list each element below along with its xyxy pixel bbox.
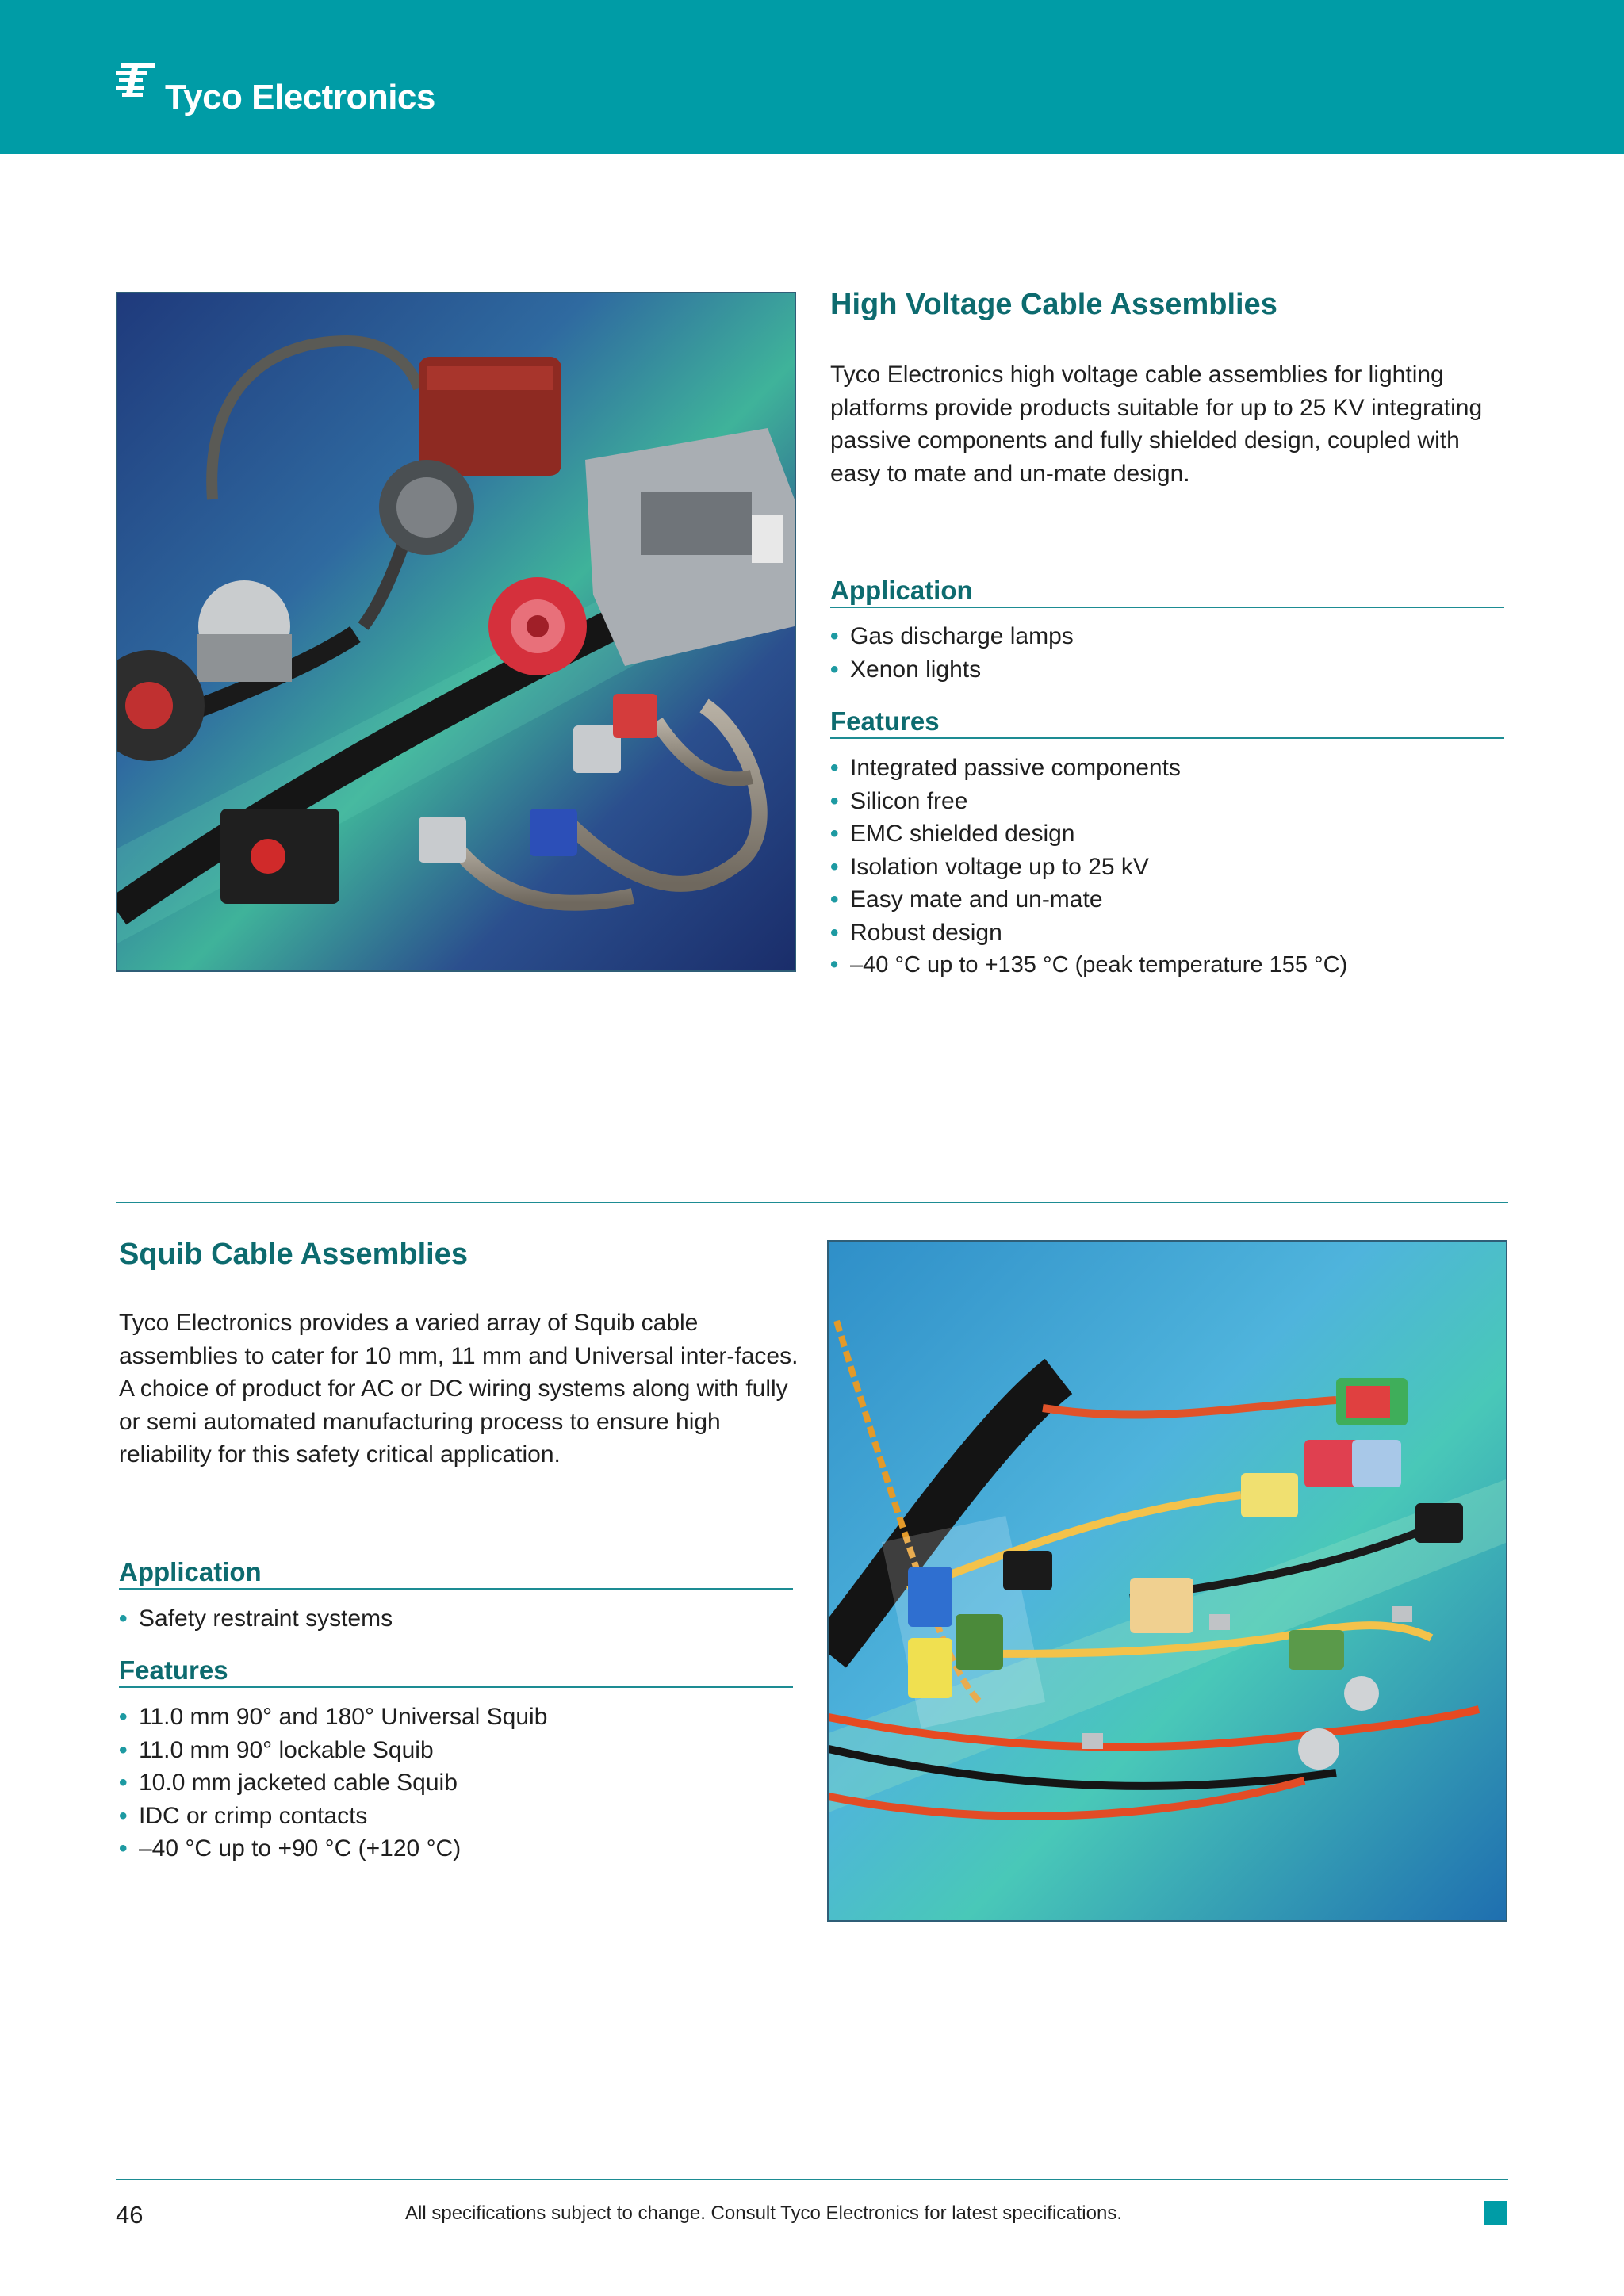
bullet-icon: • bbox=[830, 886, 839, 913]
list-item: • Safety restraint systems bbox=[119, 1602, 393, 1636]
list-item: • 11.0 mm 90° lockable Squib bbox=[119, 1734, 547, 1767]
tyco-logo-icon bbox=[116, 60, 157, 101]
bullet-icon: • bbox=[830, 623, 839, 649]
hv-title: High Voltage Cable Assemblies bbox=[830, 288, 1277, 321]
list-item: • Silicon free bbox=[830, 785, 1347, 818]
squib-features-title: Features bbox=[119, 1655, 793, 1688]
bullet-icon: • bbox=[119, 1802, 128, 1829]
hv-features-list bbox=[830, 752, 1347, 982]
list-item: • 10.0 mm jacketed cable Squib bbox=[119, 1766, 547, 1800]
list-item: • Xenon lights bbox=[830, 653, 1074, 687]
list-item: • Gas discharge lamps bbox=[830, 620, 1074, 653]
bullet-icon: • bbox=[830, 755, 839, 781]
bullet-icon: • bbox=[830, 853, 839, 880]
hv-features-title: Features bbox=[830, 706, 1504, 739]
list-item: • –40 °C up to +90 °C (+120 °C) bbox=[119, 1832, 547, 1866]
footer-disclaimer: All specifications subject to change. Consult Tyco Electronics for latest specifications. bbox=[405, 2202, 1122, 2224]
list-item: • EMC shielded design bbox=[830, 817, 1347, 851]
squib-application-title: Application bbox=[119, 1557, 793, 1590]
bullet-icon: • bbox=[830, 656, 839, 683]
hv-description: Tyco Electronics high voltage cable assemblies for lighting platforms provide products suitable for up to 25 KV integrating passive components and fully shielded design, coupled with easy to mate and un-mate design. bbox=[830, 362, 1483, 487]
bullet-icon: • bbox=[119, 1770, 128, 1796]
list-item: • 11.0 mm 90° and 180° Universal Squib bbox=[119, 1701, 547, 1734]
list-item: • Integrated passive components bbox=[830, 752, 1347, 785]
squib-cable-photo bbox=[827, 1240, 1507, 1922]
header-bar bbox=[0, 0, 1624, 154]
bullet-icon: • bbox=[830, 919, 839, 946]
bullet-icon: • bbox=[830, 787, 839, 814]
footer-accent-square bbox=[1484, 2201, 1507, 2225]
high-voltage-cable-photo bbox=[116, 292, 796, 972]
section-divider bbox=[116, 1202, 1508, 1203]
list-item: • Robust design bbox=[830, 916, 1347, 950]
squib-title: Squib Cable Assemblies bbox=[119, 1238, 468, 1271]
bullet-icon: • bbox=[119, 1835, 128, 1862]
brand-name: Tyco Electronics bbox=[165, 78, 435, 117]
hv-application-list bbox=[830, 620, 1074, 686]
list-item: • IDC or crimp contacts bbox=[119, 1800, 547, 1833]
bullet-icon: • bbox=[119, 1605, 128, 1632]
bullet-icon: • bbox=[119, 1736, 128, 1763]
squib-features-list bbox=[119, 1701, 547, 1866]
bullet-icon: • bbox=[830, 952, 839, 978]
list-item: • Easy mate and un-mate bbox=[830, 883, 1347, 916]
list-item: • –40 °C up to +135 °C (peak temperature 155 °C) bbox=[830, 949, 1347, 982]
hv-application-title: Application bbox=[830, 576, 1504, 608]
footer-divider bbox=[116, 2179, 1508, 2180]
squib-description: Tyco Electronics provides a varied array of Squib cable assemblies to cater for 10 mm, 11 mm and Universal inter-faces. A choice of product for AC or DC wiring systems along with fully or semi automated manufacturing process to ensure high reliability for this safety critical application. bbox=[119, 1310, 799, 1468]
bullet-icon: • bbox=[830, 821, 839, 847]
bullet-icon: • bbox=[119, 1704, 128, 1730]
squib-application-list bbox=[119, 1602, 393, 1636]
list-item: • Isolation voltage up to 25 kV bbox=[830, 851, 1347, 884]
page-number: 46 bbox=[116, 2201, 144, 2229]
